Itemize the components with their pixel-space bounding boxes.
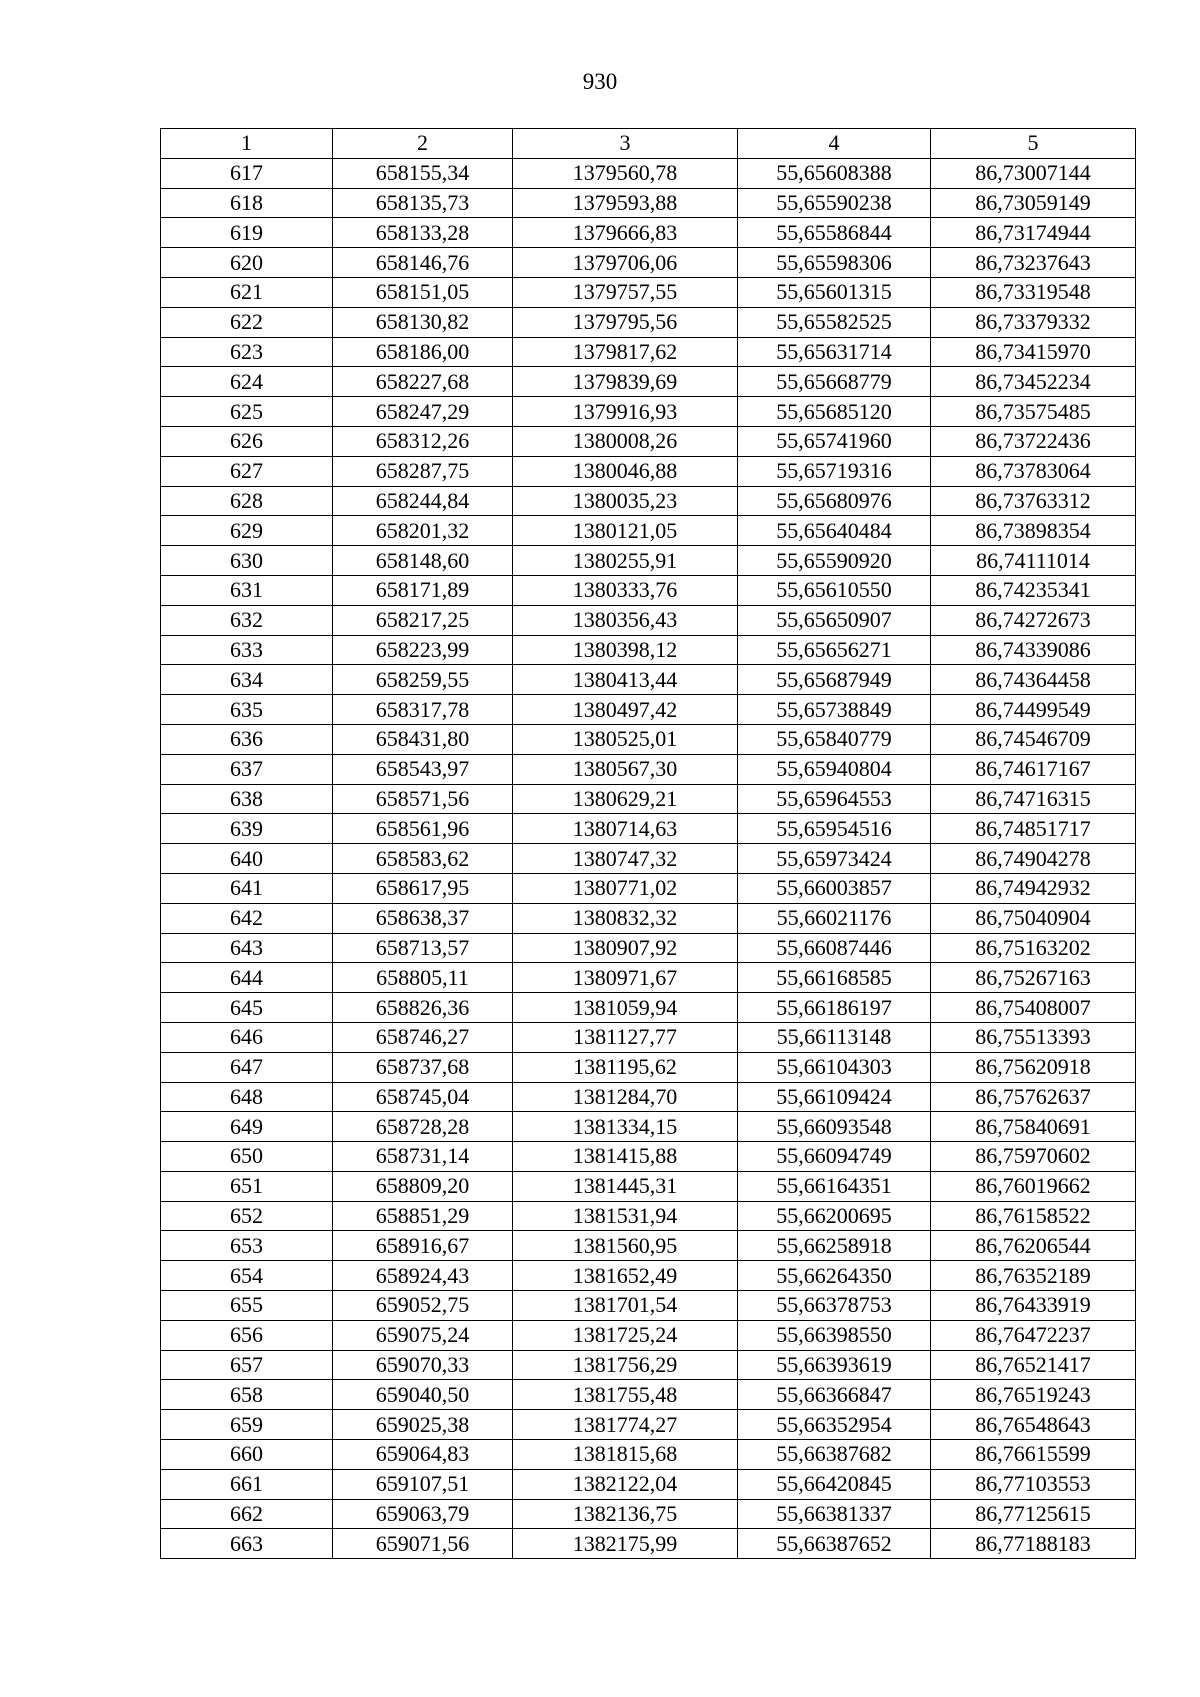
x-coordinate-cell: 658617,95 <box>333 873 513 903</box>
x-coordinate-cell: 659070,33 <box>333 1350 513 1380</box>
x-coordinate-cell: 658201,32 <box>333 516 513 546</box>
longitude-cell: 86,74272673 <box>931 605 1136 635</box>
column-header-3: 3 <box>513 129 738 159</box>
table-row <box>161 1350 1136 1380</box>
longitude-cell: 86,73379332 <box>931 307 1136 337</box>
longitude-cell: 86,76158522 <box>931 1201 1136 1231</box>
x-coordinate-cell: 658746,27 <box>333 1022 513 1052</box>
point-number-cell: 646 <box>161 1022 333 1052</box>
x-coordinate-cell: 658571,56 <box>333 784 513 814</box>
y-coordinate-cell: 1379817,62 <box>513 337 738 367</box>
point-number-cell: 652 <box>161 1201 333 1231</box>
table-row <box>161 1380 1136 1410</box>
longitude-cell: 86,74716315 <box>931 784 1136 814</box>
point-number-cell: 662 <box>161 1499 333 1529</box>
point-number-cell: 656 <box>161 1320 333 1350</box>
point-number-cell: 636 <box>161 724 333 754</box>
y-coordinate-cell: 1379757,55 <box>513 277 738 307</box>
y-coordinate-cell: 1381445,31 <box>513 1171 738 1201</box>
table-row <box>161 665 1136 695</box>
y-coordinate-cell: 1379795,56 <box>513 307 738 337</box>
point-number-cell: 641 <box>161 873 333 903</box>
longitude-cell: 86,74339086 <box>931 635 1136 665</box>
table-row <box>161 963 1136 993</box>
point-number-cell: 630 <box>161 546 333 576</box>
point-number-cell: 639 <box>161 814 333 844</box>
point-number-cell: 648 <box>161 1082 333 1112</box>
y-coordinate-cell: 1382175,99 <box>513 1529 738 1559</box>
longitude-cell: 86,73237643 <box>931 248 1136 278</box>
point-number-cell: 642 <box>161 903 333 933</box>
longitude-cell: 86,76472237 <box>931 1320 1136 1350</box>
x-coordinate-cell: 658287,75 <box>333 456 513 486</box>
table-row <box>161 456 1136 486</box>
y-coordinate-cell: 1380567,30 <box>513 754 738 784</box>
point-number-cell: 650 <box>161 1142 333 1172</box>
latitude-cell: 55,65586844 <box>738 218 931 248</box>
latitude-cell: 55,65656271 <box>738 635 931 665</box>
point-number-cell: 659 <box>161 1410 333 1440</box>
point-number-cell: 626 <box>161 426 333 456</box>
latitude-cell: 55,65590238 <box>738 188 931 218</box>
y-coordinate-cell: 1380333,76 <box>513 575 738 605</box>
latitude-cell: 55,65610550 <box>738 575 931 605</box>
coordinates-table <box>160 128 1136 1559</box>
point-number-cell: 660 <box>161 1440 333 1470</box>
point-number-cell: 651 <box>161 1171 333 1201</box>
x-coordinate-cell: 658133,28 <box>333 218 513 248</box>
longitude-cell: 86,73059149 <box>931 188 1136 218</box>
latitude-cell: 55,66366847 <box>738 1380 931 1410</box>
y-coordinate-cell: 1380907,92 <box>513 933 738 963</box>
table-row <box>161 784 1136 814</box>
y-coordinate-cell: 1380008,26 <box>513 426 738 456</box>
x-coordinate-cell: 658146,76 <box>333 248 513 278</box>
page-number: 930 <box>582 69 618 94</box>
longitude-cell: 86,73007144 <box>931 158 1136 188</box>
point-number-cell: 645 <box>161 993 333 1023</box>
table-row <box>161 1499 1136 1529</box>
y-coordinate-cell: 1379706,06 <box>513 248 738 278</box>
latitude-cell: 55,65973424 <box>738 844 931 874</box>
longitude-cell: 86,76615599 <box>931 1440 1136 1470</box>
latitude-cell: 55,66420845 <box>738 1469 931 1499</box>
table-row <box>161 397 1136 427</box>
x-coordinate-cell: 658317,78 <box>333 695 513 725</box>
point-number-cell: 634 <box>161 665 333 695</box>
table-row <box>161 695 1136 725</box>
latitude-cell: 55,65685120 <box>738 397 931 427</box>
latitude-cell: 55,65741960 <box>738 426 931 456</box>
x-coordinate-cell: 658713,57 <box>333 933 513 963</box>
x-coordinate-cell: 659063,79 <box>333 1499 513 1529</box>
y-coordinate-cell: 1381531,94 <box>513 1201 738 1231</box>
y-coordinate-cell: 1380356,43 <box>513 605 738 635</box>
column-header-1: 1 <box>161 129 333 159</box>
longitude-cell: 86,73898354 <box>931 516 1136 546</box>
latitude-cell: 55,65582525 <box>738 307 931 337</box>
latitude-cell: 55,66113148 <box>738 1022 931 1052</box>
y-coordinate-cell: 1381756,29 <box>513 1350 738 1380</box>
y-coordinate-cell: 1380832,32 <box>513 903 738 933</box>
point-number-cell: 618 <box>161 188 333 218</box>
table-row <box>161 188 1136 218</box>
point-number-cell: 622 <box>161 307 333 337</box>
table-row <box>161 575 1136 605</box>
longitude-cell: 86,77125615 <box>931 1499 1136 1529</box>
point-number-cell: 644 <box>161 963 333 993</box>
x-coordinate-cell: 658826,36 <box>333 993 513 1023</box>
point-number-cell: 620 <box>161 248 333 278</box>
table-row <box>161 426 1136 456</box>
latitude-cell: 55,66164351 <box>738 1171 931 1201</box>
table-row <box>161 1291 1136 1321</box>
x-coordinate-cell: 658731,14 <box>333 1142 513 1172</box>
table-row <box>161 814 1136 844</box>
x-coordinate-cell: 659040,50 <box>333 1380 513 1410</box>
table-row <box>161 307 1136 337</box>
x-coordinate-cell: 658583,62 <box>333 844 513 874</box>
longitude-cell: 86,74546709 <box>931 724 1136 754</box>
table-row <box>161 367 1136 397</box>
table-row <box>161 218 1136 248</box>
table-row <box>161 1022 1136 1052</box>
latitude-cell: 55,65668779 <box>738 367 931 397</box>
latitude-cell: 55,65601315 <box>738 277 931 307</box>
table-row <box>161 605 1136 635</box>
longitude-cell: 86,74111014 <box>931 546 1136 576</box>
y-coordinate-cell: 1380971,67 <box>513 963 738 993</box>
x-coordinate-cell: 658745,04 <box>333 1082 513 1112</box>
latitude-cell: 55,66003857 <box>738 873 931 903</box>
point-number-cell: 661 <box>161 1469 333 1499</box>
point-number-cell: 649 <box>161 1112 333 1142</box>
longitude-cell: 86,75040904 <box>931 903 1136 933</box>
y-coordinate-cell: 1381560,95 <box>513 1231 738 1261</box>
longitude-cell: 86,75408007 <box>931 993 1136 1023</box>
y-coordinate-cell: 1381127,77 <box>513 1022 738 1052</box>
y-coordinate-cell: 1380714,63 <box>513 814 738 844</box>
table-body <box>161 158 1136 1558</box>
y-coordinate-cell: 1379916,93 <box>513 397 738 427</box>
x-coordinate-cell: 659064,83 <box>333 1440 513 1470</box>
latitude-cell: 55,65598306 <box>738 248 931 278</box>
table-row <box>161 724 1136 754</box>
x-coordinate-cell: 658805,11 <box>333 963 513 993</box>
x-coordinate-cell: 658151,05 <box>333 277 513 307</box>
point-number-cell: 627 <box>161 456 333 486</box>
longitude-cell: 86,74235341 <box>931 575 1136 605</box>
y-coordinate-cell: 1381774,27 <box>513 1410 738 1440</box>
y-coordinate-cell: 1380497,42 <box>513 695 738 725</box>
latitude-cell: 55,66186197 <box>738 993 931 1023</box>
point-number-cell: 657 <box>161 1350 333 1380</box>
point-number-cell: 637 <box>161 754 333 784</box>
latitude-cell: 55,66398550 <box>738 1320 931 1350</box>
latitude-cell: 55,66021176 <box>738 903 931 933</box>
x-coordinate-cell: 658431,80 <box>333 724 513 754</box>
y-coordinate-cell: 1380121,05 <box>513 516 738 546</box>
x-coordinate-cell: 659075,24 <box>333 1320 513 1350</box>
y-coordinate-cell: 1379839,69 <box>513 367 738 397</box>
latitude-cell: 55,65719316 <box>738 456 931 486</box>
y-coordinate-cell: 1381755,48 <box>513 1380 738 1410</box>
longitude-cell: 86,76352189 <box>931 1261 1136 1291</box>
point-number-cell: 632 <box>161 605 333 635</box>
table-row <box>161 1469 1136 1499</box>
x-coordinate-cell: 658171,89 <box>333 575 513 605</box>
point-number-cell: 635 <box>161 695 333 725</box>
latitude-cell: 55,66393619 <box>738 1350 931 1380</box>
longitude-cell: 86,74851717 <box>931 814 1136 844</box>
table-row <box>161 844 1136 874</box>
table-row <box>161 1082 1136 1112</box>
x-coordinate-cell: 659052,75 <box>333 1291 513 1321</box>
table-header-row <box>161 129 1136 159</box>
x-coordinate-cell: 658924,43 <box>333 1261 513 1291</box>
latitude-cell: 55,66168585 <box>738 963 931 993</box>
latitude-cell: 55,65687949 <box>738 665 931 695</box>
table-row <box>161 1261 1136 1291</box>
longitude-cell: 86,75762637 <box>931 1082 1136 1112</box>
latitude-cell: 55,65650907 <box>738 605 931 635</box>
longitude-cell: 86,73575485 <box>931 397 1136 427</box>
table-row <box>161 158 1136 188</box>
latitude-cell: 55,66093548 <box>738 1112 931 1142</box>
latitude-cell: 55,66109424 <box>738 1082 931 1112</box>
x-coordinate-cell: 658247,29 <box>333 397 513 427</box>
table-row <box>161 337 1136 367</box>
column-header-4: 4 <box>738 129 931 159</box>
latitude-cell: 55,65738849 <box>738 695 931 725</box>
table-row <box>161 1201 1136 1231</box>
table-row <box>161 1052 1136 1082</box>
point-number-cell: 631 <box>161 575 333 605</box>
longitude-cell: 86,73415970 <box>931 337 1136 367</box>
column-header-2: 2 <box>333 129 513 159</box>
table-row <box>161 1410 1136 1440</box>
x-coordinate-cell: 658916,67 <box>333 1231 513 1261</box>
point-number-cell: 625 <box>161 397 333 427</box>
longitude-cell: 86,74904278 <box>931 844 1136 874</box>
x-coordinate-cell: 658186,00 <box>333 337 513 367</box>
table-row <box>161 486 1136 516</box>
column-header-5: 5 <box>931 129 1136 159</box>
table-row <box>161 516 1136 546</box>
y-coordinate-cell: 1381415,88 <box>513 1142 738 1172</box>
table-row <box>161 873 1136 903</box>
longitude-cell: 86,73763312 <box>931 486 1136 516</box>
x-coordinate-cell: 658259,55 <box>333 665 513 695</box>
y-coordinate-cell: 1380629,21 <box>513 784 738 814</box>
point-number-cell: 624 <box>161 367 333 397</box>
y-coordinate-cell: 1380046,88 <box>513 456 738 486</box>
table-row <box>161 248 1136 278</box>
x-coordinate-cell: 658543,97 <box>333 754 513 784</box>
point-number-cell: 628 <box>161 486 333 516</box>
y-coordinate-cell: 1381652,49 <box>513 1261 738 1291</box>
x-coordinate-cell: 658312,26 <box>333 426 513 456</box>
x-coordinate-cell: 658227,68 <box>333 367 513 397</box>
x-coordinate-cell: 658809,20 <box>333 1171 513 1201</box>
table-row <box>161 903 1136 933</box>
longitude-cell: 86,74499549 <box>931 695 1136 725</box>
table-row <box>161 1320 1136 1350</box>
point-number-cell: 658 <box>161 1380 333 1410</box>
y-coordinate-cell: 1379593,88 <box>513 188 738 218</box>
longitude-cell: 86,75163202 <box>931 933 1136 963</box>
longitude-cell: 86,76433919 <box>931 1291 1136 1321</box>
y-coordinate-cell: 1381725,24 <box>513 1320 738 1350</box>
point-number-cell: 654 <box>161 1261 333 1291</box>
point-number-cell: 663 <box>161 1529 333 1559</box>
latitude-cell: 55,66094749 <box>738 1142 931 1172</box>
point-number-cell: 629 <box>161 516 333 546</box>
point-number-cell: 653 <box>161 1231 333 1261</box>
y-coordinate-cell: 1379560,78 <box>513 158 738 188</box>
point-number-cell: 655 <box>161 1291 333 1321</box>
latitude-cell: 55,65608388 <box>738 158 931 188</box>
x-coordinate-cell: 658155,34 <box>333 158 513 188</box>
table-row <box>161 933 1136 963</box>
x-coordinate-cell: 658728,28 <box>333 1112 513 1142</box>
longitude-cell: 86,77103553 <box>931 1469 1136 1499</box>
longitude-cell: 86,77188183 <box>931 1529 1136 1559</box>
longitude-cell: 86,75513393 <box>931 1022 1136 1052</box>
longitude-cell: 86,75620918 <box>931 1052 1136 1082</box>
longitude-cell: 86,76206544 <box>931 1231 1136 1261</box>
table-row <box>161 635 1136 665</box>
longitude-cell: 86,75970602 <box>931 1142 1136 1172</box>
table-row <box>161 546 1136 576</box>
y-coordinate-cell: 1381815,68 <box>513 1440 738 1470</box>
x-coordinate-cell: 658561,96 <box>333 814 513 844</box>
x-coordinate-cell: 658148,60 <box>333 546 513 576</box>
x-coordinate-cell: 658217,25 <box>333 605 513 635</box>
point-number-cell: 619 <box>161 218 333 248</box>
table-row <box>161 1142 1136 1172</box>
latitude-cell: 55,66200695 <box>738 1201 931 1231</box>
y-coordinate-cell: 1381701,54 <box>513 1291 738 1321</box>
longitude-cell: 86,74617167 <box>931 754 1136 784</box>
point-number-cell: 623 <box>161 337 333 367</box>
table-row <box>161 1231 1136 1261</box>
x-coordinate-cell: 659071,56 <box>333 1529 513 1559</box>
point-number-cell: 633 <box>161 635 333 665</box>
point-number-cell: 638 <box>161 784 333 814</box>
table-row <box>161 1529 1136 1559</box>
x-coordinate-cell: 658851,29 <box>333 1201 513 1231</box>
longitude-cell: 86,76019662 <box>931 1171 1136 1201</box>
longitude-cell: 86,74364458 <box>931 665 1136 695</box>
latitude-cell: 55,65940804 <box>738 754 931 784</box>
x-coordinate-cell: 658244,84 <box>333 486 513 516</box>
y-coordinate-cell: 1381195,62 <box>513 1052 738 1082</box>
y-coordinate-cell: 1381334,15 <box>513 1112 738 1142</box>
x-coordinate-cell: 658130,82 <box>333 307 513 337</box>
latitude-cell: 55,65680976 <box>738 486 931 516</box>
table-row <box>161 1440 1136 1470</box>
table-row <box>161 277 1136 307</box>
y-coordinate-cell: 1380255,91 <box>513 546 738 576</box>
latitude-cell: 55,66258918 <box>738 1231 931 1261</box>
y-coordinate-cell: 1380413,44 <box>513 665 738 695</box>
x-coordinate-cell: 658638,37 <box>333 903 513 933</box>
latitude-cell: 55,65954516 <box>738 814 931 844</box>
longitude-cell: 86,75840691 <box>931 1112 1136 1142</box>
y-coordinate-cell: 1380035,23 <box>513 486 738 516</box>
table-row <box>161 1171 1136 1201</box>
longitude-cell: 86,73174944 <box>931 218 1136 248</box>
y-coordinate-cell: 1380398,12 <box>513 635 738 665</box>
latitude-cell: 55,66264350 <box>738 1261 931 1291</box>
table-row <box>161 1112 1136 1142</box>
longitude-cell: 86,73783064 <box>931 456 1136 486</box>
longitude-cell: 86,73319548 <box>931 277 1136 307</box>
table-row <box>161 993 1136 1023</box>
latitude-cell: 55,65631714 <box>738 337 931 367</box>
longitude-cell: 86,73722436 <box>931 426 1136 456</box>
point-number-cell: 617 <box>161 158 333 188</box>
latitude-cell: 55,65590920 <box>738 546 931 576</box>
longitude-cell: 86,75267163 <box>931 963 1136 993</box>
point-number-cell: 640 <box>161 844 333 874</box>
longitude-cell: 86,76548643 <box>931 1410 1136 1440</box>
y-coordinate-cell: 1379666,83 <box>513 218 738 248</box>
longitude-cell: 86,73452234 <box>931 367 1136 397</box>
point-number-cell: 621 <box>161 277 333 307</box>
y-coordinate-cell: 1380747,32 <box>513 844 738 874</box>
longitude-cell: 86,76521417 <box>931 1350 1136 1380</box>
y-coordinate-cell: 1381059,94 <box>513 993 738 1023</box>
x-coordinate-cell: 658135,73 <box>333 188 513 218</box>
y-coordinate-cell: 1382122,04 <box>513 1469 738 1499</box>
longitude-cell: 86,74942932 <box>931 873 1136 903</box>
point-number-cell: 643 <box>161 933 333 963</box>
latitude-cell: 55,65640484 <box>738 516 931 546</box>
latitude-cell: 55,66378753 <box>738 1291 931 1321</box>
latitude-cell: 55,65964553 <box>738 784 931 814</box>
latitude-cell: 55,66087446 <box>738 933 931 963</box>
x-coordinate-cell: 659107,51 <box>333 1469 513 1499</box>
y-coordinate-cell: 1381284,70 <box>513 1082 738 1112</box>
point-number-cell: 647 <box>161 1052 333 1082</box>
latitude-cell: 55,65840779 <box>738 724 931 754</box>
x-coordinate-cell: 658737,68 <box>333 1052 513 1082</box>
table-row <box>161 754 1136 784</box>
x-coordinate-cell: 658223,99 <box>333 635 513 665</box>
y-coordinate-cell: 1380771,02 <box>513 873 738 903</box>
latitude-cell: 55,66381337 <box>738 1499 931 1529</box>
latitude-cell: 55,66104303 <box>738 1052 931 1082</box>
y-coordinate-cell: 1380525,01 <box>513 724 738 754</box>
y-coordinate-cell: 1382136,75 <box>513 1499 738 1529</box>
x-coordinate-cell: 659025,38 <box>333 1410 513 1440</box>
latitude-cell: 55,66352954 <box>738 1410 931 1440</box>
latitude-cell: 55,66387652 <box>738 1529 931 1559</box>
latitude-cell: 55,66387682 <box>738 1440 931 1470</box>
longitude-cell: 86,76519243 <box>931 1380 1136 1410</box>
